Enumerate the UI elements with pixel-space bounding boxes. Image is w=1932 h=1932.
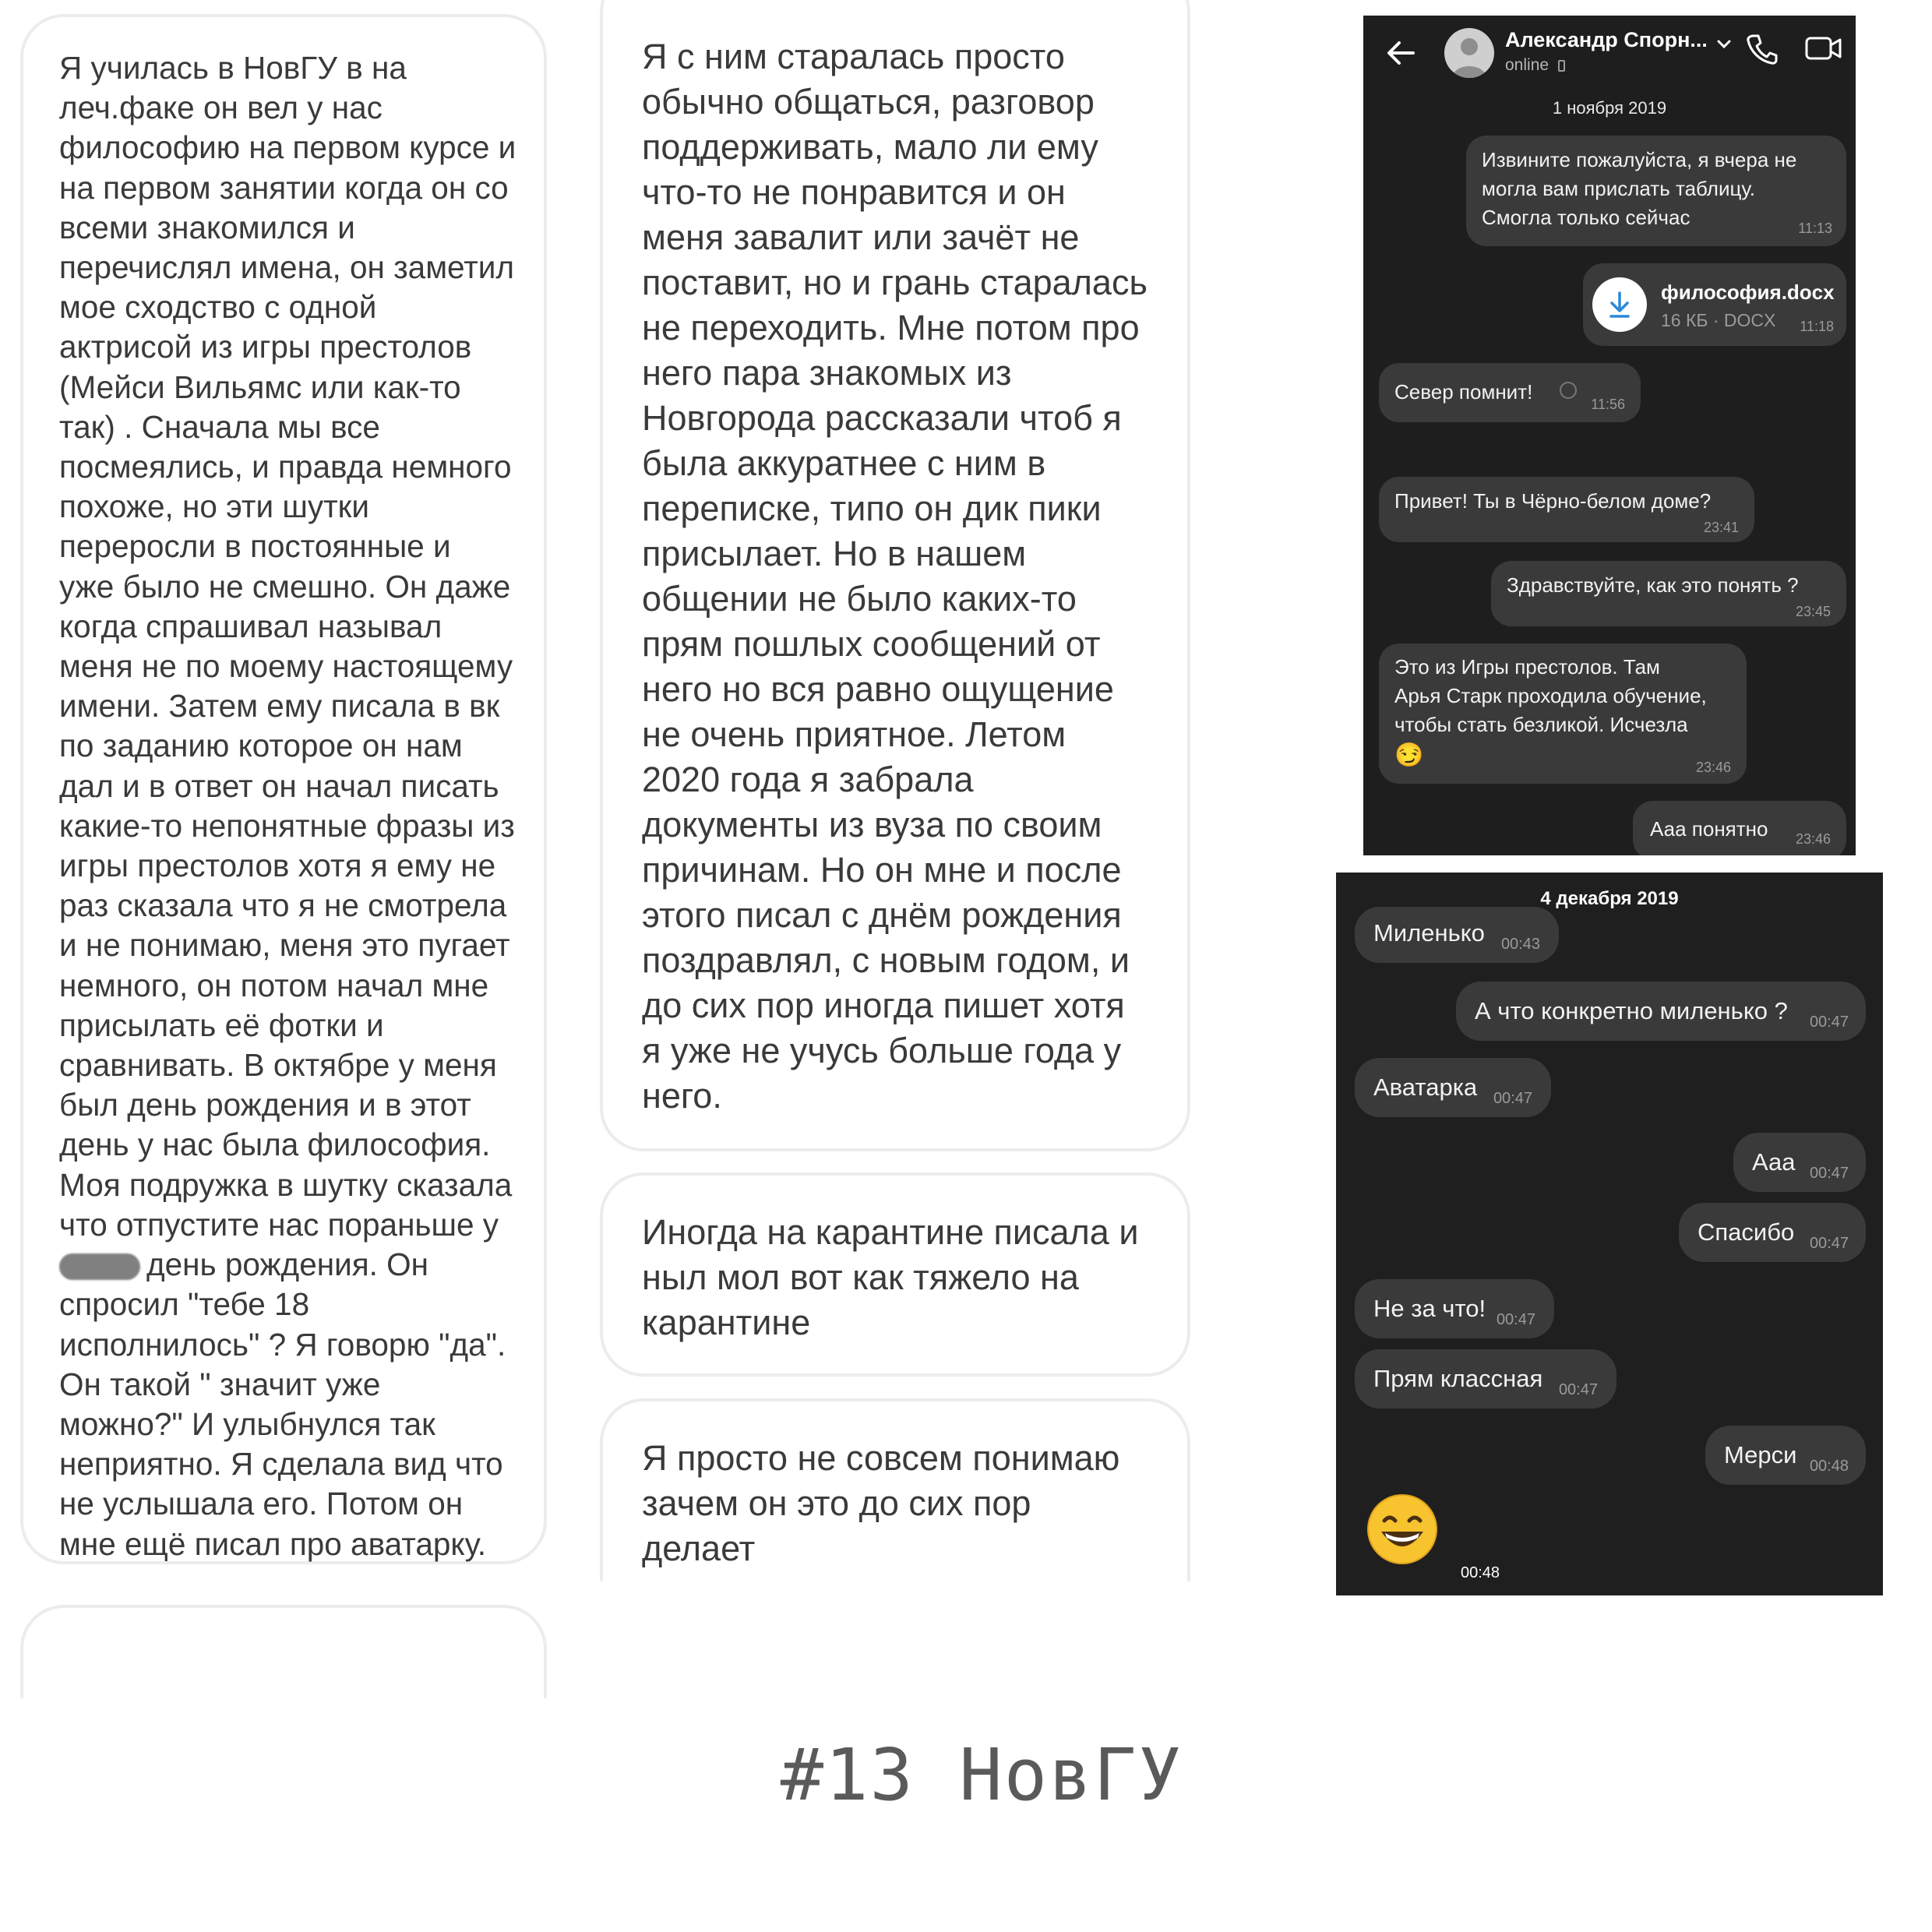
chat-screenshot-1 [1363, 16, 1856, 855]
message-bubble[interactable]: Север помнит! 11:56 [1379, 363, 1641, 422]
message-bubble[interactable]: Ааа понятно 23:46 [1633, 801, 1846, 855]
mobile-device-icon [1558, 60, 1565, 72]
story-bubble-1 [20, 14, 547, 1564]
chat-screenshot-2 [1336, 873, 1883, 1595]
caption: #13 НовГУ [780, 1733, 1183, 1817]
edited-icon [1560, 382, 1577, 399]
contact-name[interactable]: Александр Спорн... [1505, 28, 1708, 51]
story-text-3: Иногда на карантине писала и ныл мол вот как тяжело на карантине [642, 1212, 1139, 1342]
story-text-2: Я с ним старалась просто обычно общаться, разговор поддерживать, мало ли ему что-то не понравится и он меня завалит или зачёт не поставит, но и грань старалась не переходить. Мне потом про него пара знакомых из Новгорода рассказали чтоб я была аккуратнее с ним в переписке, типо он дик пики присылает. Но в нашем общении не было каких-то прям пошлых сообщений от него но вся равно ощущение не очень приятное. Летом 2020 года я забрала документы из вуза по своим причинам. Но он мне и после этого писал с днём рождения поздравлял, с новым годом, и до сих пор иногда пишет хотя я уже не учусь больше года у него. [642, 37, 1148, 1116]
bottom-fade [592, 1581, 1200, 1628]
message-bubble[interactable]: Привет! Ты в Чёрно-белом доме? 23:41 [1379, 477, 1754, 542]
story-text-4: Я просто не совсем понимаю зачем он это до сих пор делает [642, 1438, 1120, 1568]
message-bubble[interactable]: Извините пожалуйста, я вчера не могла вам прислать таблицу. Смогла только сейчас 11:13 [1466, 136, 1846, 246]
message-bubble[interactable]: Не за что! 00:47 [1355, 1279, 1554, 1338]
message-bubble[interactable]: А что конкретно миленько ? 00:47 [1456, 982, 1866, 1041]
download-icon[interactable] [1592, 277, 1647, 332]
message-bubble[interactable]: Мерси 00:48 [1705, 1426, 1866, 1485]
back-arrow-icon[interactable] [1385, 37, 1416, 69]
message-bubble[interactable]: Аватарка 00:47 [1355, 1058, 1551, 1117]
message-bubble[interactable]: Прям классная 00:47 [1355, 1349, 1616, 1408]
message-bubble[interactable]: Это из Игры престолов. Там Арья Старк проходила обучение, чтобы стать безликой. Исчезла 😏 23:46 [1379, 643, 1747, 784]
story-text-1: Я училась в НовГУ в на леч.факе он вел у нас философию на первом курсе и на первом занятии когда он со всеми знакомился и перечислял имена, он заметил мое сходство с одной актрисой из игры престолов (Мейси Вильямс или как-то так) . Сначала мы все посмеялись, и правда немного похоже, но эти шутки переросли в постоянные и уже было не смешно. Он даже когда спрашивал называл меня не по моему настоящему имени. Затем ему писала в вк по заданию которое он нам дал и в ответ он начал писать какие-то непонятные фразы из игры престолов хотя я ему не раз сказала что я не смотрела и не понимаю, меня это пугает немного, он потом начал мне присылать её фотки и сравнивать. В октябре у меня был день рождения и в этот день у нас была философия. Моя подружка в шутку сказала что отпустите нас пораньше у день рождения. Он спросил "тебе 18 исполнилось" ? Я говорю "да". Он такой " значит уже можно?" И улыбнулся так неприятно. Я сделала вид что не услышала его. Потом он мне ещё писал про аватарку. [59, 50, 516, 1562]
big-emoji-message[interactable] [1366, 1493, 1439, 1570]
file-name: философия.docx [1661, 280, 1835, 304]
date-separator: 1 ноября 2019 [1552, 98, 1667, 118]
phone-icon[interactable] [1745, 31, 1779, 65]
message-time: 00:48 [1461, 1564, 1500, 1581]
chat-header [1363, 16, 1856, 93]
avatar[interactable] [1444, 28, 1494, 78]
video-call-icon[interactable] [1804, 33, 1843, 64]
story-bubble-3 [600, 1172, 1190, 1377]
file-attachment-bubble[interactable]: философия.docx 16 КБ · DOCX 11:18 [1583, 263, 1846, 346]
grinning-emoji-icon [1366, 1493, 1439, 1566]
contact-status: online [1505, 56, 1565, 75]
story-bubble-4 [600, 1398, 1190, 1601]
story-bubble-2 [600, 0, 1190, 1151]
file-meta: 16 КБ · DOCX [1661, 310, 1776, 330]
story-bubble-partial [20, 1605, 547, 1698]
redacted-name [59, 1253, 140, 1280]
message-bubble[interactable]: Здравствуйте, как это понять ? 23:45 [1491, 561, 1846, 626]
message-bubble[interactable]: Миленько 00:43 [1355, 907, 1559, 963]
date-separator: 4 декабря 2019 [1540, 888, 1679, 909]
message-bubble[interactable]: Ааа 00:47 [1733, 1133, 1866, 1192]
message-bubble[interactable]: Спасибо 00:47 [1679, 1203, 1866, 1262]
smirk-emoji: 😏 [1394, 742, 1424, 768]
chevron-down-icon[interactable] [1715, 36, 1733, 53]
